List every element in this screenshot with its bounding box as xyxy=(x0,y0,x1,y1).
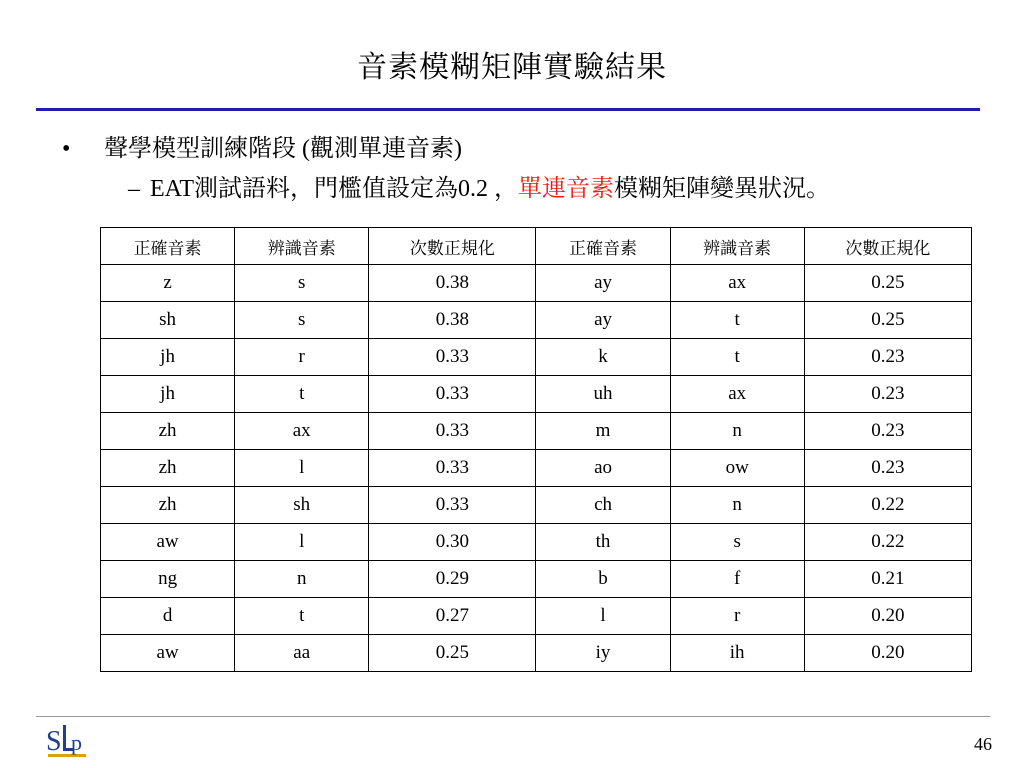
title-divider xyxy=(36,108,980,111)
table-row xyxy=(101,524,972,561)
header-recognized-phone: 辨識音素 xyxy=(235,228,369,265)
sub-bullet-text-before: EAT測試語料，門檻值設定為0.2 ， xyxy=(150,176,518,202)
cell-normalized-count: 0.23 xyxy=(804,450,971,487)
slp-logo-icon xyxy=(44,720,94,762)
cell-normalized-count: 0.20 xyxy=(804,635,971,672)
cell-correct-phone: zh xyxy=(101,450,235,487)
cell-normalized-count: 0.38 xyxy=(369,265,536,302)
cell-correct-phone: zh xyxy=(101,487,235,524)
cell-correct-phone: iy xyxy=(536,635,670,672)
cell-normalized-count: 0.22 xyxy=(804,487,971,524)
cell-recognized-phone: s xyxy=(235,265,369,302)
slp-logo xyxy=(44,720,94,762)
bullet-level1 xyxy=(62,128,462,163)
table-row xyxy=(101,376,972,413)
cell-normalized-count: 0.25 xyxy=(369,635,536,672)
cell-recognized-phone: ow xyxy=(670,450,804,487)
table-row xyxy=(101,487,972,524)
cell-correct-phone: zh xyxy=(101,413,235,450)
table-body xyxy=(101,265,972,672)
table-row xyxy=(101,635,972,672)
table-row xyxy=(101,413,972,450)
cell-recognized-phone: t xyxy=(670,302,804,339)
cell-normalized-count: 0.33 xyxy=(369,413,536,450)
confusion-table xyxy=(100,227,972,672)
slide-title: 音素模糊矩陣實驗結果 xyxy=(357,51,667,84)
cell-recognized-phone: l xyxy=(235,524,369,561)
cell-correct-phone: l xyxy=(536,598,670,635)
cell-recognized-phone: n xyxy=(670,413,804,450)
page-number: 46 xyxy=(974,734,992,754)
cell-recognized-phone: sh xyxy=(235,487,369,524)
cell-recognized-phone: r xyxy=(670,598,804,635)
cell-correct-phone: z xyxy=(101,265,235,302)
cell-correct-phone: m xyxy=(536,413,670,450)
bullet-level2 xyxy=(128,168,830,203)
cell-correct-phone: sh xyxy=(101,302,235,339)
table-row xyxy=(101,561,972,598)
cell-normalized-count: 0.25 xyxy=(804,265,971,302)
header-recognized-phone: 辨識音素 xyxy=(670,228,804,265)
cell-normalized-count: 0.22 xyxy=(804,524,971,561)
cell-normalized-count: 0.27 xyxy=(369,598,536,635)
cell-correct-phone: uh xyxy=(536,376,670,413)
cell-recognized-phone: t xyxy=(670,339,804,376)
cell-recognized-phone: aa xyxy=(235,635,369,672)
cell-recognized-phone: l xyxy=(235,450,369,487)
cell-recognized-phone: r xyxy=(235,339,369,376)
cell-correct-phone: b xyxy=(536,561,670,598)
cell-normalized-count: 0.23 xyxy=(804,413,971,450)
bullet-text: 聲學模型訓練階段 (觀測單連音素) xyxy=(104,136,462,162)
cell-recognized-phone: n xyxy=(235,561,369,598)
cell-normalized-count: 0.23 xyxy=(804,376,971,413)
sub-bullet-marker: – xyxy=(128,176,140,202)
cell-recognized-phone: t xyxy=(235,376,369,413)
header-normalized-count: 次數正規化 xyxy=(369,228,536,265)
cell-correct-phone: jh xyxy=(101,376,235,413)
cell-correct-phone: d xyxy=(101,598,235,635)
table-row xyxy=(101,265,972,302)
cell-normalized-count: 0.25 xyxy=(804,302,971,339)
cell-recognized-phone: ih xyxy=(670,635,804,672)
cell-correct-phone: ng xyxy=(101,561,235,598)
cell-normalized-count: 0.33 xyxy=(369,376,536,413)
footer-divider xyxy=(36,716,990,717)
table-row xyxy=(101,450,972,487)
cell-recognized-phone: ax xyxy=(670,265,804,302)
cell-correct-phone: th xyxy=(536,524,670,561)
table-header-row xyxy=(101,228,972,265)
cell-correct-phone: ch xyxy=(536,487,670,524)
cell-recognized-phone: f xyxy=(670,561,804,598)
cell-normalized-count: 0.30 xyxy=(369,524,536,561)
cell-recognized-phone: s xyxy=(235,302,369,339)
cell-normalized-count: 0.33 xyxy=(369,487,536,524)
sub-bullet-highlight: 單連音素 xyxy=(518,176,614,202)
cell-recognized-phone: t xyxy=(235,598,369,635)
header-correct-phone: 正確音素 xyxy=(101,228,235,265)
table-row xyxy=(101,598,972,635)
cell-normalized-count: 0.33 xyxy=(369,339,536,376)
svg-text:S: S xyxy=(46,726,62,757)
cell-normalized-count: 0.20 xyxy=(804,598,971,635)
cell-normalized-count: 0.29 xyxy=(369,561,536,598)
cell-normalized-count: 0.21 xyxy=(804,561,971,598)
sub-bullet-text-after: 模糊矩陣變異狀況。 xyxy=(614,176,830,202)
cell-recognized-phone: ax xyxy=(235,413,369,450)
table-row xyxy=(101,302,972,339)
cell-recognized-phone: ax xyxy=(670,376,804,413)
cell-recognized-phone: s xyxy=(670,524,804,561)
cell-correct-phone: ay xyxy=(536,265,670,302)
cell-correct-phone: ay xyxy=(536,302,670,339)
cell-correct-phone: ao xyxy=(536,450,670,487)
cell-normalized-count: 0.23 xyxy=(804,339,971,376)
cell-correct-phone: jh xyxy=(101,339,235,376)
cell-normalized-count: 0.33 xyxy=(369,450,536,487)
svg-text:p: p xyxy=(71,730,82,755)
cell-correct-phone: k xyxy=(536,339,670,376)
cell-correct-phone: aw xyxy=(101,635,235,672)
cell-correct-phone: aw xyxy=(101,524,235,561)
header-normalized-count: 次數正規化 xyxy=(804,228,971,265)
cell-normalized-count: 0.38 xyxy=(369,302,536,339)
table-row xyxy=(101,339,972,376)
header-correct-phone: 正確音素 xyxy=(536,228,670,265)
cell-recognized-phone: n xyxy=(670,487,804,524)
bullet-marker: • xyxy=(62,136,71,162)
